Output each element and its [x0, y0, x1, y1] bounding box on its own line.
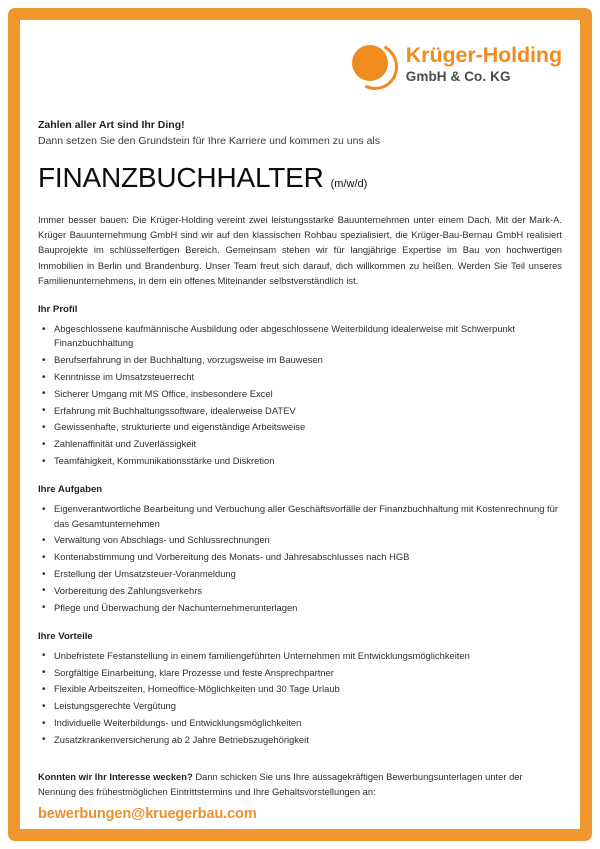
benefits-list: [38, 649, 562, 747]
list-item: • Pflege und Überwachung der Nachunternehmerunterlagen: [38, 601, 562, 615]
company-description: Immer besser bauen: Die Krüger-Holding vereint zwei leistungsstarke Bauunternehmen unter einem Dach. Mit der Mark-A. Krüger Bauunternehmung GmbH sind wir auf den klassischen Rohbau spezialisiert, die Krüger-Bau-Bernau GmbH realisiert Bauprojekte im schlüsselfertigen Bereich. Gemeinsam stehen wir für langjährige Expertise im Bau von hochwertigen Immobilien in Berlin und Brandenburg. Unser Team freut sich darauf, dich willkommen zu heißen. Werden Sie Teil unseres Familienunternehmens, in dem ein offenes Miteinander selbstverständlich ist.: [38, 213, 562, 286]
application-email-link[interactable]: bewerbungen@kruegerbau.com: [38, 806, 257, 823]
intro-kicker-subline: Dann setzen Sie den Grundstein für Ihre Karriere und kommen zu uns als: [38, 135, 381, 148]
company-legal-form: GmbH & Co. KG: [405, 69, 511, 84]
section-title: Ihre Aufgaben: [38, 484, 103, 496]
section-ihre-vorteile: [38, 631, 562, 747]
list-item: • Flexible Arbeitszeiten, Homeoffice-Möglichkeiten und 30 Tage Urlaub: [38, 682, 562, 696]
company-logo: [38, 20, 562, 92]
list-item: • Erstellung der Umsatzsteuer-Voranmeldung: [38, 567, 562, 581]
list-item: • Zahlenaffinität und Zuverlässigkeit: [38, 437, 562, 451]
list-item: • Vorbereitung des Zahlungsverkehrs: [38, 584, 562, 598]
list-item: • Unbefristete Festanstellung in einem familiengeführten Unternehmen mit Entwicklungsmöglichkeiten: [38, 649, 562, 663]
call-to-action: [38, 769, 562, 799]
closing-block: [38, 769, 562, 822]
job-title-row: [38, 162, 562, 194]
list-item: • Kontenabstimmung und Vorbereitung des Monats- und Jahresabschlusses nach HGB: [38, 550, 562, 564]
section-ihr-profil: [38, 304, 562, 468]
intro-kicker: Zahlen aller Art sind Ihr Ding!: [38, 119, 185, 131]
list-item: • Individuelle Weiterbildungs- und Entwicklungsmöglichkeiten: [38, 716, 562, 730]
requirements-list: [38, 322, 562, 468]
section-title: Ihr Profil: [38, 304, 78, 316]
orange-circle-swoosh-logo-icon: [350, 41, 396, 87]
list-item: • Erfahrung mit Buchhaltungssoftware, idealerweise DATEV: [38, 404, 562, 418]
call-to-action-text: Dann schicken Sie uns Ihre aussagekräftigen Bewerbungsunterlagen unter der Nennung des frühestmöglichen Eintrittstermins und Ihre Gehaltsvorstellungen an:: [38, 771, 523, 798]
list-item: • Verwaltung von Abschlags- und Schlussrechnungen: [38, 533, 562, 547]
list-item: • Teamfähigkeit, Kommunikationsstärke und Diskretion: [38, 454, 562, 468]
list-item: • Sorgfältige Einarbeitung, klare Prozesse und feste Ansprechpartner: [38, 666, 562, 680]
page-title: FINANZBUCHHALTER: [38, 161, 324, 193]
list-item: • Sicherer Umgang mit MS Office, insbesondere Excel: [38, 387, 562, 401]
list-item: • Leistungsgerechte Vergütung: [38, 699, 562, 713]
section-title: Ihre Vorteile: [38, 630, 93, 642]
list-item: • Berufserfahrung in der Buchhaltung, vorzugsweise im Bauwesen: [38, 353, 562, 367]
list-item: • Abgeschlossene kaufmännische Ausbildung oder abgeschlossene Weiterbildung idealerweise mit Schwerpunkt Finanzbuchhaltung: [38, 322, 562, 351]
page-content: [20, 20, 580, 829]
call-to-action-question: Konnten wir Ihr Interesse wecken?: [38, 771, 193, 783]
list-item: • Eigenverantwortliche Bearbeitung und Verbuchung aller Geschäftsvorfälle der Finanzbuchhaltung mit Kostenrechnung für das Gesamtunternehmen: [38, 502, 562, 531]
gender-suffix: (m/w/d): [330, 177, 368, 190]
logo-swoosh-shape: [346, 37, 404, 96]
company-name: Krüger-Holding: [405, 42, 562, 67]
logo-text-block: [405, 42, 562, 84]
list-item: • Kenntnisse im Umsatzsteuerrecht: [38, 370, 562, 384]
list-item: • Zusatzkrankenversicherung ab 2 Jahre Betriebszugehörigkeit: [38, 733, 562, 747]
section-ihre-aufgaben: [38, 484, 562, 615]
tasks-list: [38, 502, 562, 615]
list-item: • Gewissenhafte, strukturierte und eigenständige Arbeitsweise: [38, 420, 562, 434]
